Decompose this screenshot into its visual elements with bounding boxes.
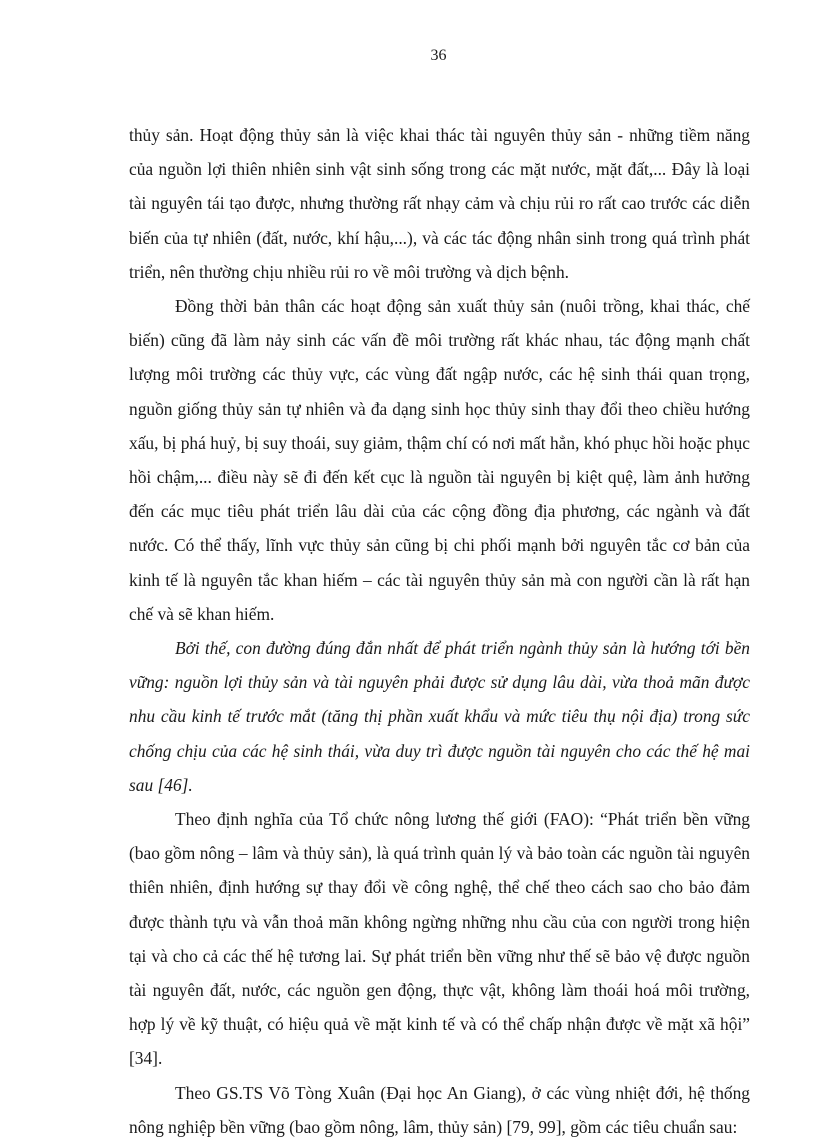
- paragraph-vo-tong-xuan: Theo GS.TS Võ Tòng Xuân (Đại học An Giang), ở các vùng nhiệt đới, hệ thống nông nghiệp bền vững (bao gồm nông, lâm, thủy sản) [79, 99], gồm các tiêu chuẩn sau:: [129, 1082, 750, 1137]
- page-number: 36: [430, 47, 447, 64]
- paragraph-sustainable-direction: Bởi thế, con đường đúng đắn nhất để phát triển ngành thủy sản là hướng tới bền vững: nguồn lợi thủy sản và tài nguyên phải được sử dụng lâu dài, vừa thoả mãn được nhu cầu kinh tế trước mắt (tăng thị phần xuất khẩu và mức tiêu thụ nội địa) trong sức chống chịu của các hệ sinh thái, vừa duy trì được nguồn tài nguyên cho các thế hệ mai sau [46].: [129, 638, 750, 795]
- paragraph-environmental-impact: Đồng thời bản thân các hoạt động sản xuất thủy sản (nuôi trồng, khai thác, chế biến) cũng đã làm nảy sinh các vấn đề môi trường rất khác nhau, tác động mạnh chất lượng môi trường các thủy vực, các vùng đất ngập nước, các hệ sinh thái quan trọng, nguồn giống thủy sản tự nhiên và đa dạng sinh học thủy sinh thay đổi theo chiều hướng xấu, bị phá huỷ, bị suy thoái, suy giảm, thậm chí có nơi mất hẳn, khó phục hồi hoặc phục hồi chậm,... điều này sẽ đi đến kết cục là nguồn tài nguyên bị kiệt quệ, làm ảnh hưởng đến các mục tiêu phát triển lâu dài của các cộng đồng địa phương, các ngành và đất nước. Có thể thấy, lĩnh vực thủy sản cũng bị chi phối mạnh bởi nguyên tắc cơ bản của kinh tế là nguyên tắc khan hiếm – các tài nguyên thủy sản mà con người cần là rất hạn chế và sẽ khan hiếm.: [129, 296, 750, 624]
- paragraph-fao-definition: Theo định nghĩa của Tổ chức nông lương thế giới (FAO): “Phát triển bền vững (bao gồm nông – lâm và thủy sản), là quá trình quản lý và bảo toàn các nguồn tài nguyên thiên nhiên, định hướng sự thay đổi về công nghệ, thể chế theo cách sao cho bảo đảm được thành tựu và vẫn thoả mãn không ngừng những nhu cầu của con người trong hiện tại và cho cả các thế hệ tương lai. Sự phát triển bền vững như thế sẽ bảo vệ được nguồn tài nguyên đất, nước, các nguồn gen động, thực vật, không làm thoái hoá môi trường, hợp lý về kỹ thuật, có hiệu quả về mặt kinh tế và có thể chấp nhận được về mặt xã hội” [34].: [129, 809, 750, 1069]
- paragraph-continuation: thủy sản. Hoạt động thủy sản là việc khai thác tài nguyên thủy sản - những tiềm năng của nguồn lợi thiên nhiên sinh vật sinh sống trong các mặt nước, mặt đất,... Đây là loại tài nguyên tái tạo được, nhưng thường rất nhạy cảm và chịu rủi ro rất cao trước các diễn biến của tự nhiên (đất, nước, khí hậu,...), và các tác động nhân sinh trong quá trình phát triển, nên thường chịu nhiều rủi ro về môi trường và dịch bệnh.: [129, 125, 750, 282]
- document-body: [129, 118, 750, 1144]
